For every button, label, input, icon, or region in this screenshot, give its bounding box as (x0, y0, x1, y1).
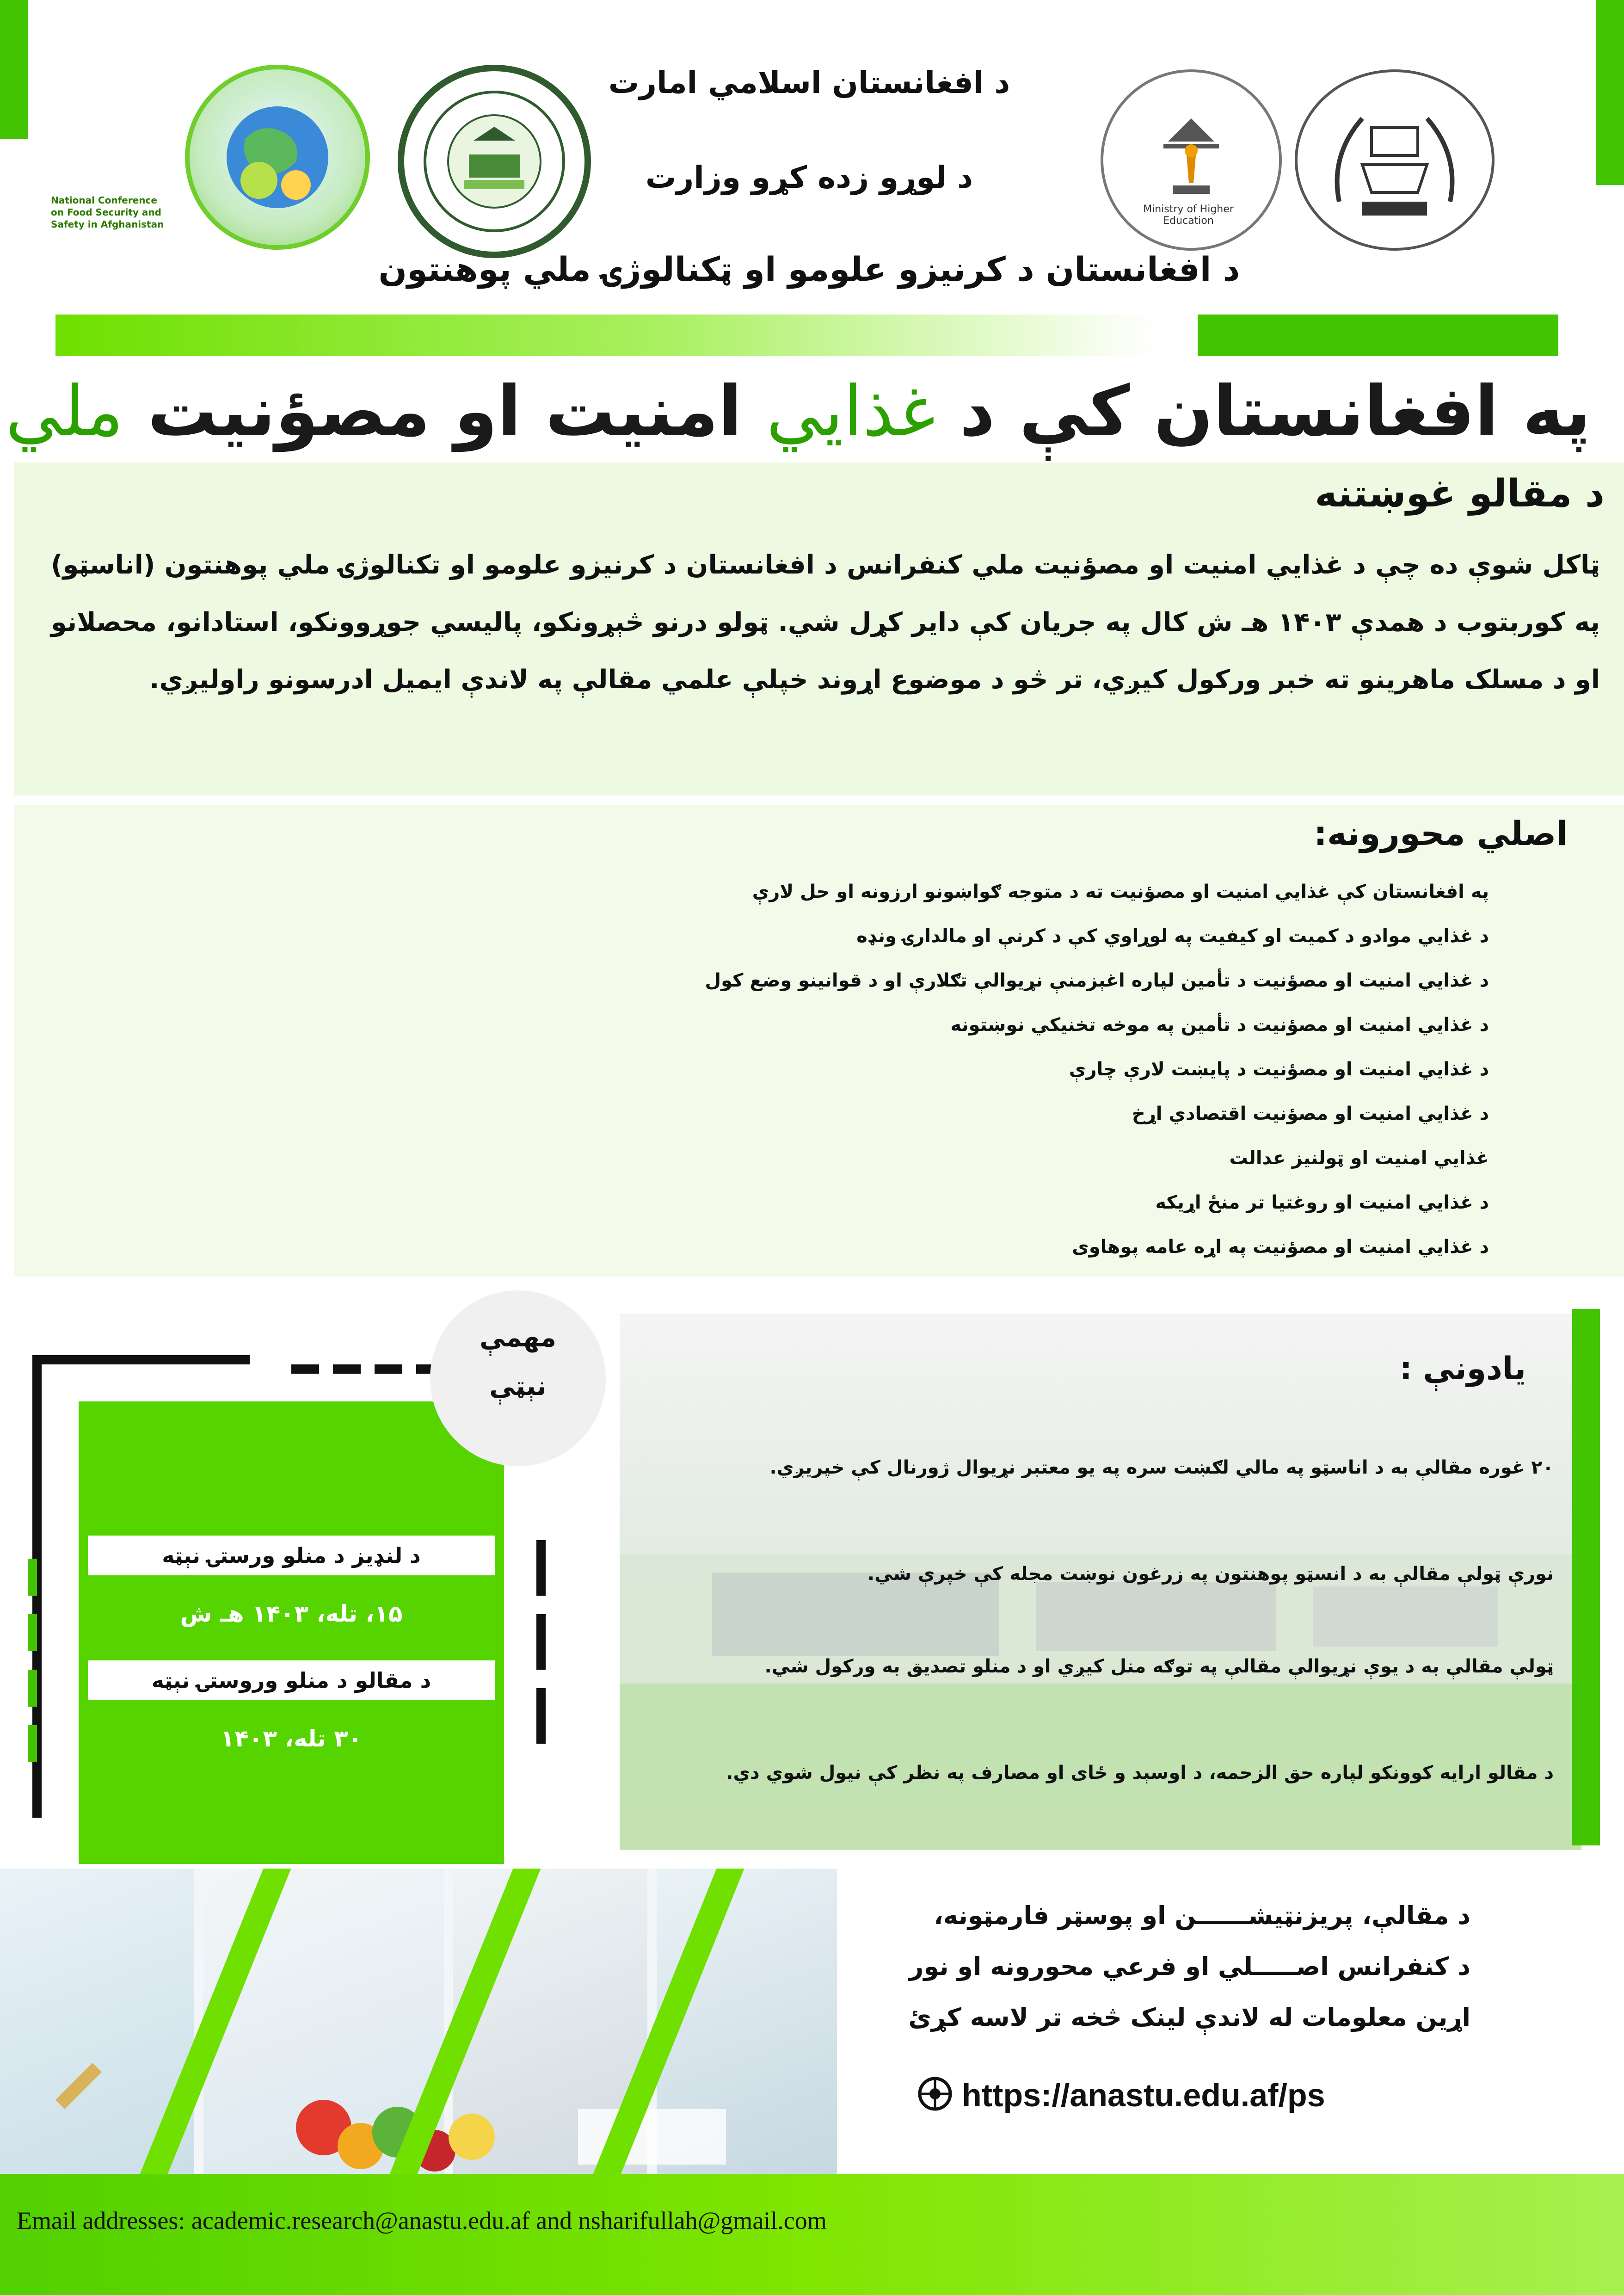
vertical-dash-decoration (28, 1725, 37, 1762)
call-heading: د مقالو غوښتنه (1315, 472, 1605, 516)
globe-icon (208, 88, 347, 227)
conference-logo-caption: National Conference on Food Security and Safety in Afghanistan (51, 195, 164, 230)
dash-decoration (291, 1364, 319, 1374)
emirate-emblem (1295, 69, 1495, 251)
header-line-3: د افغانستان د کرنیزو علومو او ټکنالوژۍ ملي پوهنتون (378, 250, 1240, 289)
topic-item: د غذايي امنيت او مصؤنيت اقتصادي اړخ (1132, 1103, 1489, 1124)
vertical-dash-decoration (28, 1559, 37, 1596)
corner-accent-right (1596, 0, 1624, 185)
dates-bubble-line-2: نېټې (489, 1371, 547, 1401)
notes-accent-bar (1572, 1309, 1600, 1845)
title-part-3: امنيت او مصؤنيت (148, 371, 742, 452)
title-part-4: ملي (5, 371, 123, 452)
lab-photo-strip (0, 1869, 837, 2202)
ministry-emblem-icon (1131, 100, 1251, 220)
vertical-dash-decoration (536, 1540, 546, 1596)
header-line-1: د افغانستان اسلامي امارت (608, 65, 1010, 100)
ministry-logo-caption: Ministry of Higher Education (1143, 204, 1234, 227)
links-line-2: د کنفرانس اصـــــلي او فرعي محورونه او نور (909, 1952, 1470, 1981)
vertical-dash-decoration (28, 1670, 37, 1707)
topic-item: د غذايي امنيت او روغتيا تر منځ اړيکه (1155, 1192, 1489, 1213)
topic-item: په افغانستان کې غذايي امنيت او مصؤنيت ته د متوجه ګواښونو ارزونه او حل لارې (752, 881, 1489, 902)
dash-decoration (333, 1364, 361, 1374)
topic-item: د غذايي امنيت او مصؤنيت د تأمين په موخه تخنيکي نوښتونه (950, 1014, 1489, 1036)
note-item: ټولې مقالې به د يوې نړيوالې مقالې په توګه منل کيږي او د منلو تصديق به ورکول شي. (764, 1656, 1554, 1677)
notes-heading: يادونې : (1399, 1351, 1526, 1387)
note-item: د مقالو ارايه کوونکو لپاره حق الزحمه، د اوسېد و ځای او مصارف په نظر کې نيول شوي دي. (726, 1762, 1554, 1783)
email-addresses[interactable]: Email addresses: academic.research@anastu.edu.af and nsharifullah@gmail.com (17, 2207, 827, 2234)
note-item: نورې ټولې مقالې به د انسټو پوهنتون په زرغون نوښت مجله کې خپرې شي. (867, 1563, 1554, 1585)
main-title (5, 370, 1591, 453)
title-bar-gradient (55, 315, 1156, 356)
topic-item: د غذايي موادو د کميت او کيفيت په لوړاوي کې د کرنې او مالدارۍ ونډه (856, 925, 1489, 947)
paper-deadline-value: ۳۰ تله، ۱۴۰۳ (220, 1725, 363, 1752)
vertical-dash-decoration (536, 1688, 546, 1744)
abstract-deadline-label: د لنډيز د منلو ورستۍ نېټه (88, 1536, 495, 1575)
website-link[interactable]: https://anastu.edu.af/ps (962, 2077, 1325, 2113)
topic-item: غذايي امنيت او ټولنيز عدالت (1229, 1148, 1489, 1169)
dates-bubble-line-1: مهمې (480, 1323, 556, 1353)
links-line-1: د مقالې، پريزنټيشــــــن او پوسټر فارمټونه، (934, 1901, 1470, 1930)
topics-list (555, 870, 1489, 1269)
title-part-1: په افغانستان کې د (959, 371, 1591, 452)
emirate-seal-icon (1311, 86, 1478, 234)
title-part-2: غذايي (766, 371, 935, 452)
call-paragraph: ټاکل شوې ده چې د غذايي امنيت او مصؤنيت ملي کنفرانس د افغانستان د کرنيزو علومو او تکنالوژۍ ملي پوهنتون (اناسټو) په کوربتوب د همدې ۱۴۰۳ هـ ش کال په جريان کې داير کړل شي. ټولو درنو څېړونکو، پاليسي جوړوونکو، استادانو، محصلانو او د مسلک ماهرينو ته خبر ورکول کيږي، تر څو د موضوع اړوند خپلې علمي مقالې په لاندې ايميل ادرسونو راوليږي. (51, 550, 1600, 695)
header-line-2: د لوړو زده کړو وزارت (645, 160, 973, 195)
topics-heading: اصلي محورونه: (1314, 814, 1568, 853)
paper-deadline-label: د مقالو د منلو وروستۍ نېټه (88, 1660, 495, 1700)
dash-decoration (375, 1364, 402, 1374)
dates-box (79, 1401, 504, 1864)
globe-link-icon (918, 2077, 952, 2111)
topic-item: د غذايي امنيت او مصؤنيت د تأمين لپاره اغېزمنې نړيوالې تګلارې او د قوانينو وضع کول (705, 970, 1489, 991)
topic-item: د غذايي امنيت او مصؤنيت د پايښت لارې چارې (1069, 1059, 1489, 1080)
title-bar-accent (1198, 315, 1558, 356)
topic-item: د غذايي امنيت او مصؤنيت په اړه عامه پوهاوی (1072, 1236, 1489, 1258)
note-item: ۲۰ غوره مقالې به د اناسټو په مالي لګښت سره په يو معتبر نړيوال ژورنال کې خپريږي. (769, 1457, 1554, 1478)
dates-bracket-top (32, 1355, 250, 1364)
dates-bubble (430, 1290, 606, 1466)
links-line-3: اړين معلومات له لاندې لينک څخه تر لاسه کړئ (908, 2003, 1470, 2032)
corner-accent-left (0, 0, 28, 139)
abstract-deadline-value: ۱۵، تله، ۱۴۰۳ هـ ش (180, 1600, 403, 1627)
vertical-dash-decoration (536, 1614, 546, 1670)
vertical-dash-decoration (28, 1614, 37, 1651)
